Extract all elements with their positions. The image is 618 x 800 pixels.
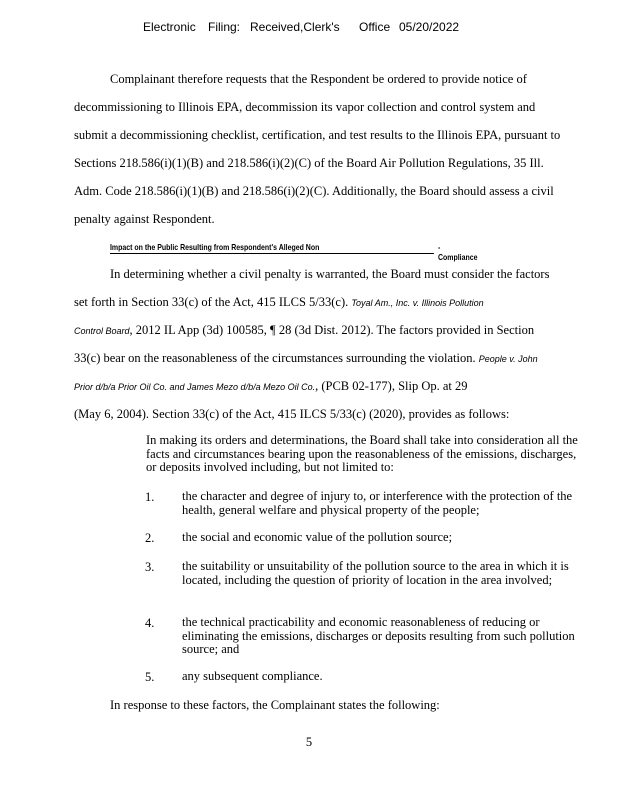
- section-heading: [110, 242, 478, 262]
- text-line: Complainant therefore requests that the Respondent be ordered to provide notice of: [110, 72, 527, 86]
- text-line: submit a decommissioning checklist, certification, and test results to the Illinois EPA, pursuant to: [74, 128, 561, 142]
- section-heading-suffix: - Compliance: [438, 242, 478, 262]
- list-item-number: 1.: [145, 490, 155, 504]
- text-span: 33(c) bear on the reasonableness of the circumstances surrounding the violation.: [74, 351, 476, 365]
- list-item-number: 2.: [145, 531, 155, 545]
- text-line: [74, 351, 594, 366]
- case-citation: Control Board: [74, 326, 130, 336]
- text-line: Sections 218.586(i)(1)(B) and 218.586(i)(2)(C) of the Board Air Pollution Regulations, 35 Ill.: [74, 156, 544, 170]
- text-line: penalty against Respondent.: [74, 212, 215, 226]
- text-span: , (PCB 02-177), Slip Op. at 29: [315, 379, 468, 393]
- list-item-number: 5.: [145, 670, 155, 684]
- page-number: 5: [305, 735, 313, 749]
- case-citation: People v. John: [478, 354, 538, 364]
- text-line: (May 6, 2004). Section 33(c) of the Act, 415 ILCS 5/33(c) (2020), provides as follows:: [74, 407, 510, 421]
- case-citation: Prior d/b/a Prior Oil Co. and James Mezo d/b/a Mezo Oil Co.: [74, 382, 316, 392]
- text-line: In determining whether a civil penalty is warranted, the Board must consider the factors: [110, 267, 550, 281]
- list-item-number: 3.: [145, 560, 155, 574]
- header-filing: Filing:: [208, 20, 241, 34]
- text-line: [74, 323, 594, 338]
- header-received: Received,Clerk's: [250, 20, 340, 34]
- text-span: set forth in Section 33(c) of the Act, 415 ILCS 5/33(c).: [74, 295, 349, 309]
- text-line: decommissioning to Illinois EPA, decommission its vapor collection and control system and: [74, 100, 536, 114]
- header-electronic: Electronic: [143, 20, 196, 34]
- list-item: any subsequent compliance.: [182, 669, 323, 683]
- closing-line: In response to these factors, the Complainant states the following:: [110, 698, 440, 712]
- list-item: the suitability or unsuitability of the pollution source to the area in which it is located, including the question of priority of location in the area involved;: [182, 559, 569, 587]
- section-heading-text: Impact on the Public Resulting from Respondent's Alleged Non: [110, 242, 320, 252]
- list-item-number: 4.: [145, 616, 155, 630]
- text-span: , 2012 IL App (3d) 100585, ¶ 28 (3d Dist. 2012). The factors provided in Section: [129, 323, 535, 337]
- list-item: the social and economic value of the pollution source;: [182, 530, 453, 544]
- text-line: [74, 379, 594, 394]
- header-date: 05/20/2022: [399, 20, 460, 34]
- list-item: the character and degree of injury to, or interference with the protection of the health, general welfare and physical property of the people;: [182, 489, 573, 517]
- text-line: [74, 295, 594, 310]
- block-quote: In making its orders and determinations, the Board shall take into consideration all the facts and circumstances bearing upon the reasonableness of the emissions, discharges, or deposits involved including, but not limited to:: [146, 433, 578, 474]
- text-line: Adm. Code 218.586(i)(1)(B) and 218.586(i)(2)(C). Additionally, the Board should assess a civil: [74, 184, 554, 198]
- header-office: Office: [359, 20, 391, 34]
- case-citation: Toyal Am., Inc. v. Illinois Pollution: [351, 298, 484, 308]
- list-item: the technical practicability and economic reasonableness of reducing or eliminating the emissions, discharges or deposits resulting from such pollution source; and: [182, 615, 575, 656]
